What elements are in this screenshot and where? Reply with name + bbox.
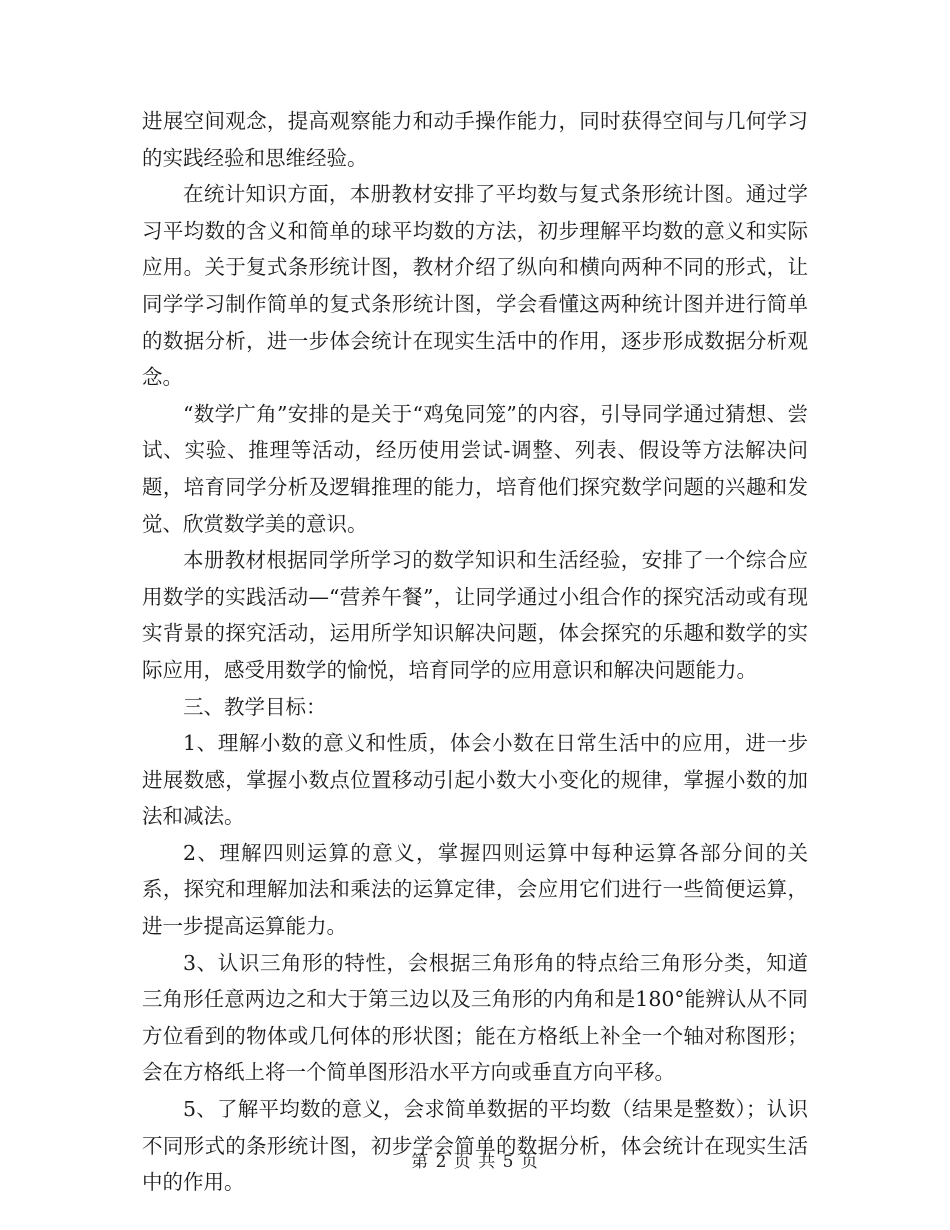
paragraph-math-corner: “数学广角”安排的是关于“鸡兔同笼”的内容，引导同学通过猜想、尝试、实验、推理等活动，经历使用尝试-调整、列表、假设等方法解决问题，培育同学分析及逻辑推理的能力，培育他们探究数学问题的兴趣和发觉、欣赏数学美的意识。 bbox=[142, 401, 808, 536]
page-number-footer: 第 2 页 共 5 页 bbox=[411, 1152, 539, 1172]
paragraph-continuation: 进展空间观念，提高观察能力和动手操作能力，同时获得空间与几何学习的实践经验和思维经验。 bbox=[142, 109, 808, 170]
goal-item-1: 1、理解小数的意义和性质，体会小数在日常生活中的应用，进一步进展数感，掌握小数点位置移动引起小数大小变化的规律，掌握小数的加法和减法。 bbox=[142, 731, 808, 829]
section-heading-teaching-goals: 三、教学目标： bbox=[183, 694, 327, 719]
document-body bbox=[142, 103, 808, 1201]
paragraph-practice-activity: 本册教材根据同学所学习的数学知识和生活经验，安排了一个综合应用数学的实践活动—“营养午餐”，让同学通过小组合作的探究活动或有现实背景的探究活动，运用所学知识解决问题，体会探究的乐趣和数学的实际应用，感受用数学的愉悦，培育同学的应用意识和解决问题能力。 bbox=[142, 548, 808, 682]
goal-item-2: 2、理解四则运算的意义，掌握四则运算中每种运算各部分间的关系，探究和理解加法和乘法的运算定律，会应用它们进行一些简便运算，进一步提高运算能力。 bbox=[142, 840, 808, 939]
goal-item-5: 5、了解平均数的意义，会求简单数据的平均数（结果是整数）；认识不同形式的条形统计图，初步学会简单的数据分析，体会统计在现实生活中的作用。 bbox=[142, 1097, 808, 1195]
goal-item-3: 3、认识三角形的特性，会根据三角形角的特点给三角形分类，知道三角形任意两边之和大于第三边以及三角形的内角和是180°能辨认从不同方位看到的物体或几何体的形状图；能在方格纸上补全一个轴对称图形；会在方格纸上将一个简单图形沿水平方向或垂直方向平移。 bbox=[142, 950, 808, 1085]
paragraph-statistics: 在统计知识方面，本册教材安排了平均数与复式条形统计图。通过学习平均数的含义和简单的球平均数的方法，初步理解平均数的意义和实际应用。关于复式条形统计图，教材介绍了纵向和横向两种不同的形式，让同学学习制作简单的复式条形统计图，学会看懂这两种统计图并进行简单的数据分析，进一步体会统计在现实生活中的作用，逐步形成数据分析观念。 bbox=[142, 182, 808, 390]
